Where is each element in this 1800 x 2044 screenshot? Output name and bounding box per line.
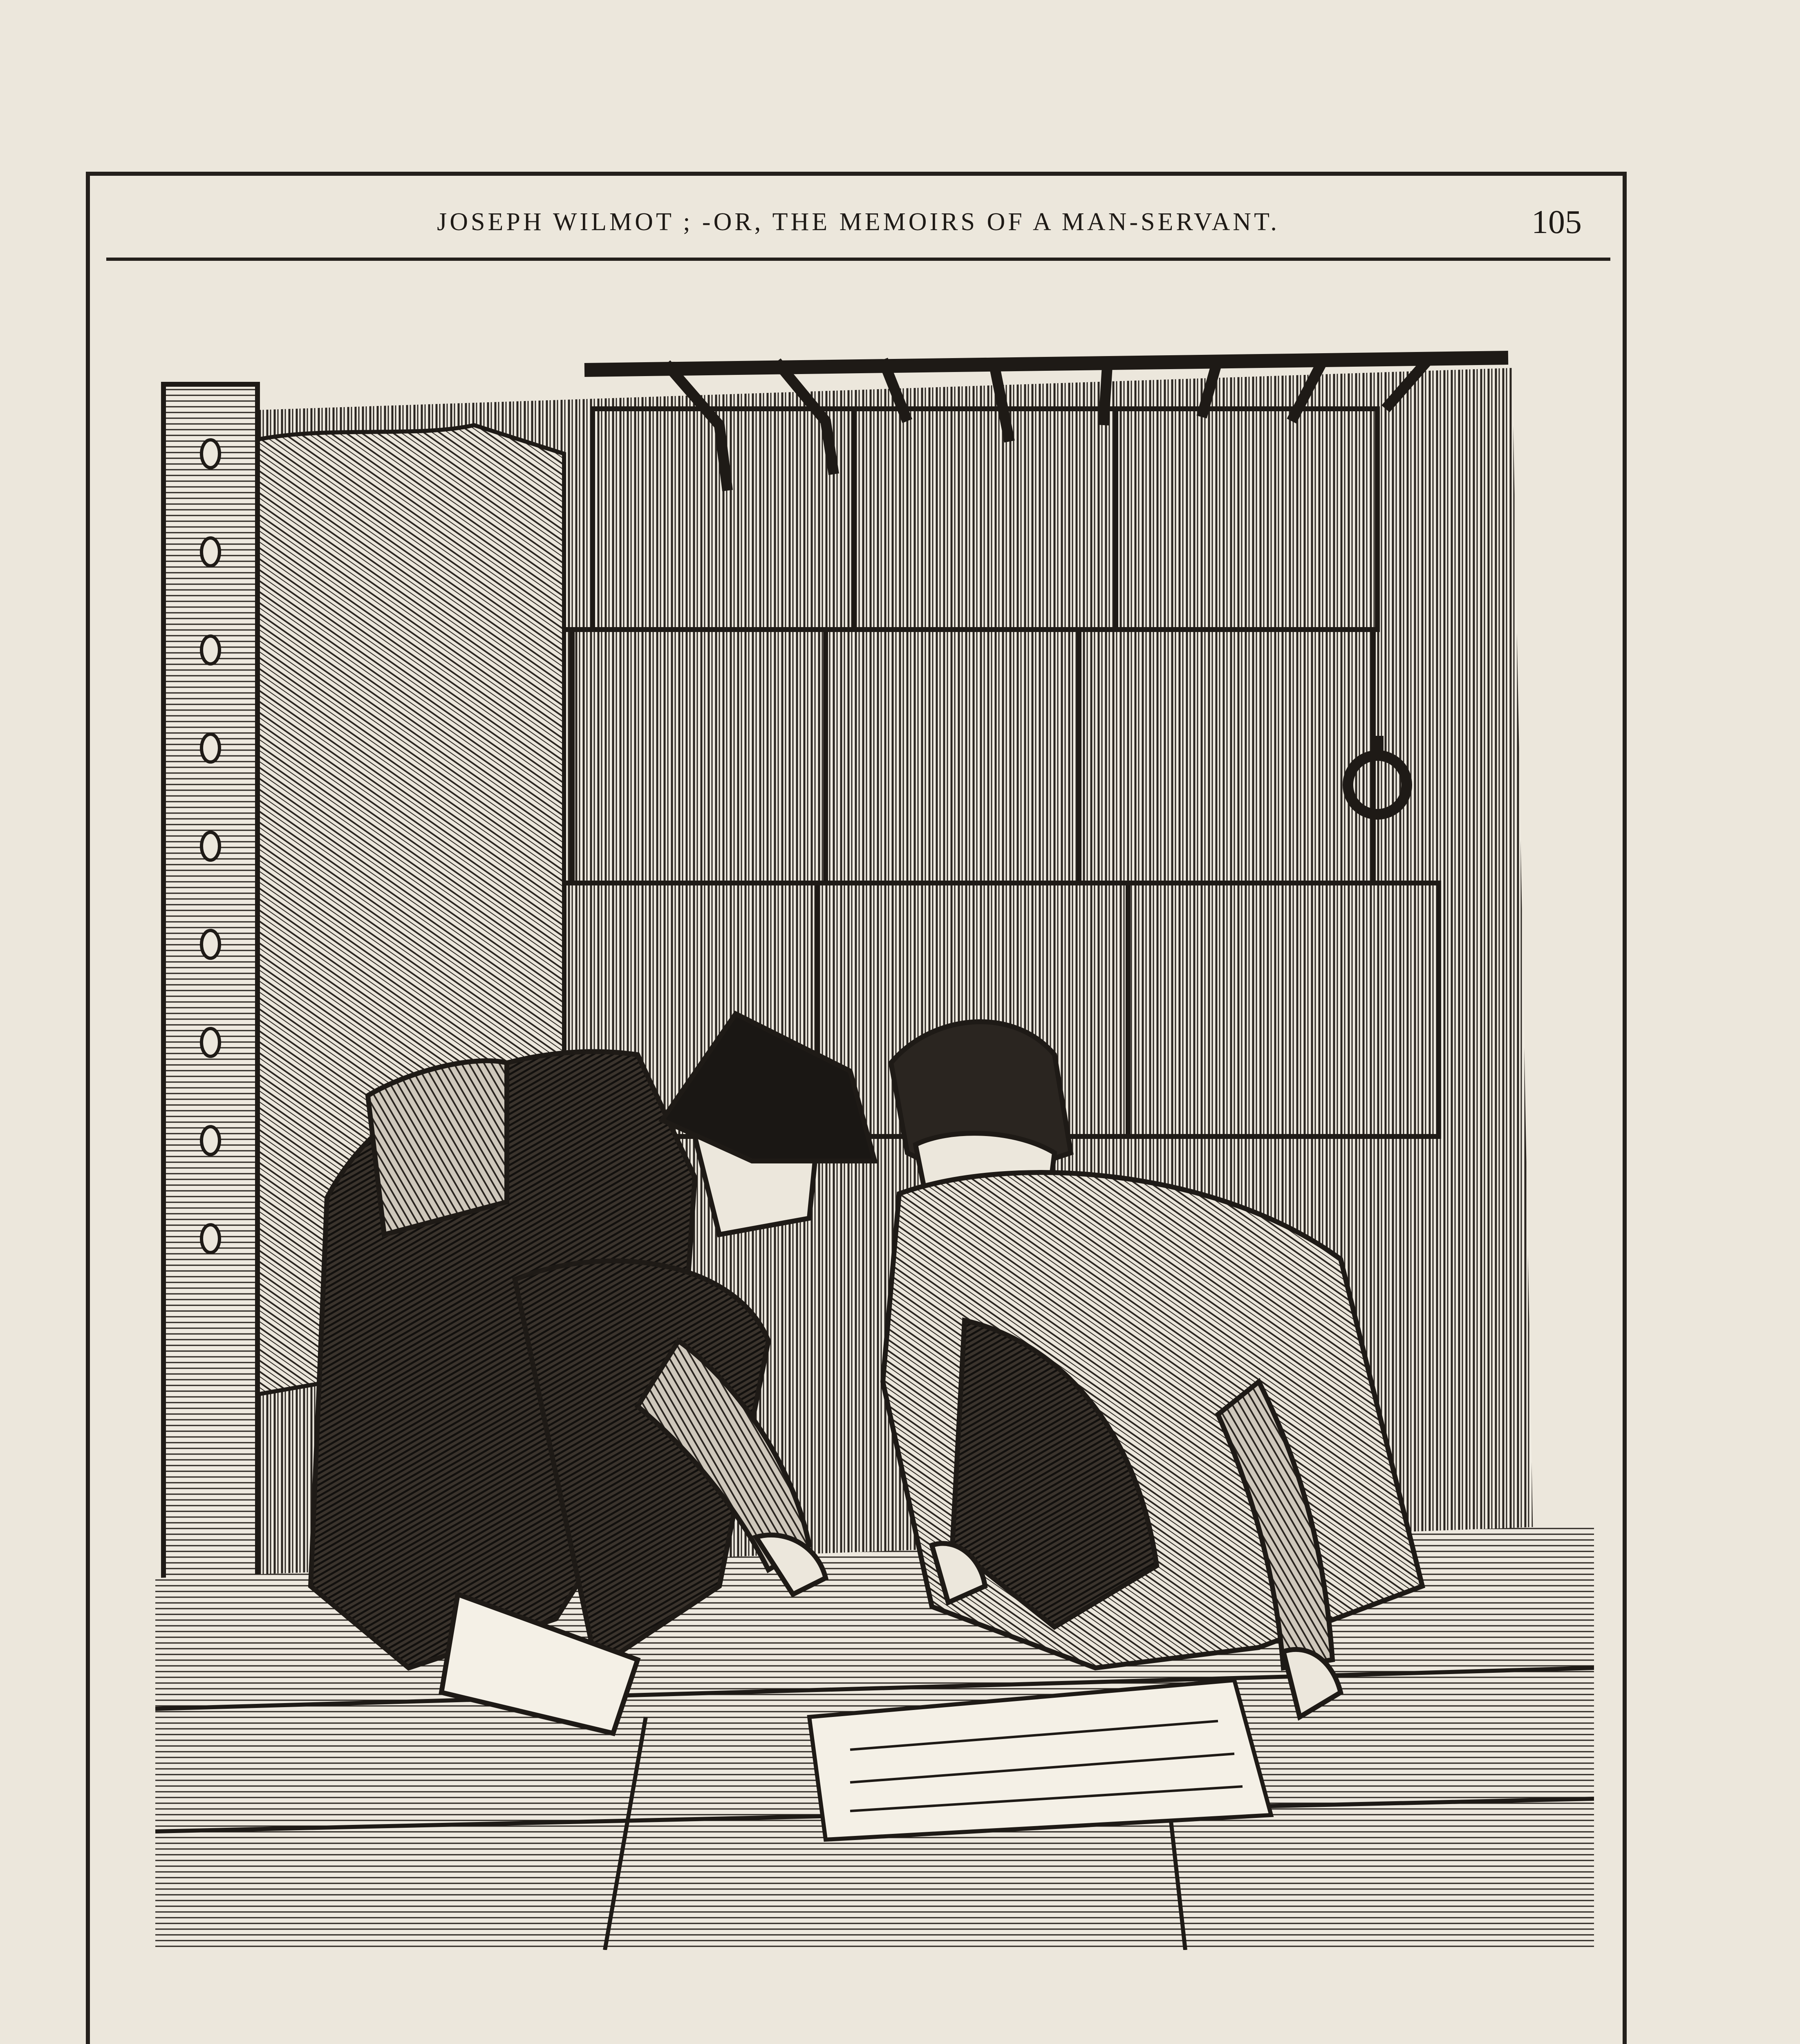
page-number: 105 [1531, 203, 1582, 240]
running-header [106, 192, 1610, 261]
dungeon-engraving [155, 319, 1594, 1950]
running-title: JOSEPH WILMOT ; -OR, THE MEMOIRS OF A MAN-SERVANT. [437, 208, 1280, 236]
